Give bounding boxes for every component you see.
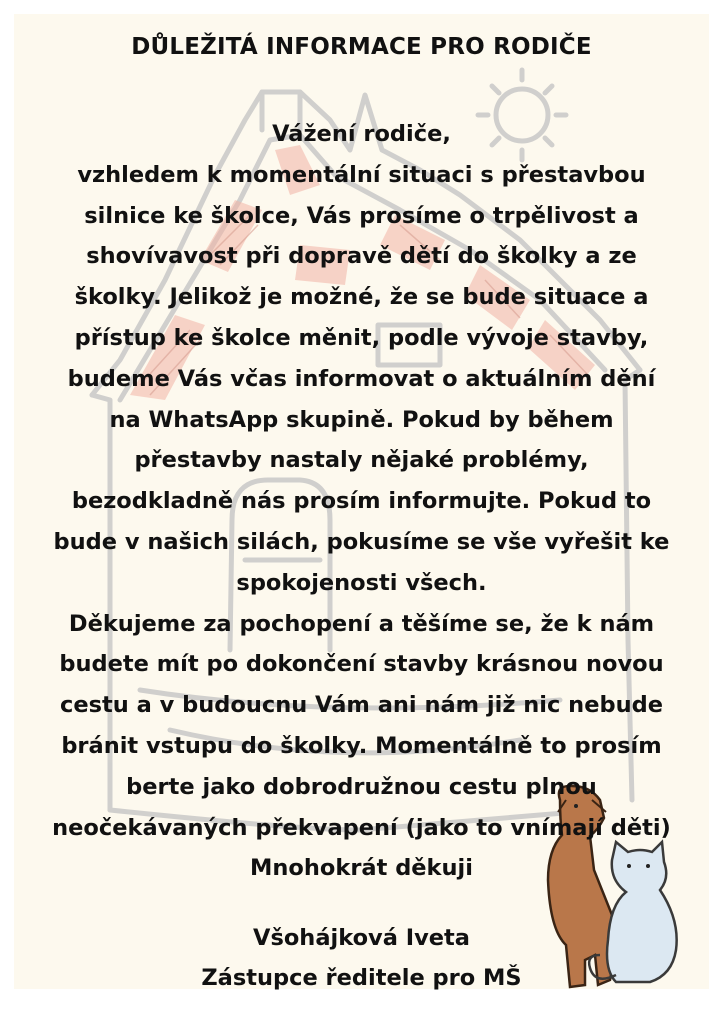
body-line: silnice ke školce, Vás prosíme o trpělivost a: [84, 202, 639, 229]
signature-role: Zástupce ředitele pro MŠ: [201, 965, 522, 991]
greeting: Vážení rodiče,: [272, 121, 451, 147]
signature-block: [8, 918, 715, 998]
body-line: budete mít po dokončení stavby krásnou novou: [59, 651, 664, 678]
body-line: neočekávaných překvapení (jako to vnímají děti): [52, 814, 671, 841]
letter-body: [8, 114, 715, 889]
body-line: berte jako dobrodružnou cestu plnou: [126, 773, 597, 800]
page-title: DŮLEŽITÁ INFORMACE PRO RODIČE: [131, 34, 592, 60]
body-line: bránit vstupu do školky. Momentálně to prosím: [61, 732, 662, 759]
body-line: budeme Vás včas informovat o aktuálním dění: [67, 365, 656, 392]
body-line: cestu a v budoucnu Vám ani nám již nic nebude: [60, 692, 663, 719]
body-line: shovívavost při dopravě dětí do školky a ze: [86, 243, 637, 270]
body-line: spokojenosti všech.: [236, 569, 487, 596]
body-line: Děkujeme za pochopení a těšíme se, že k nám: [68, 610, 655, 637]
body-line: přístup ke školce měnit, podle vývoje stavby,: [74, 324, 649, 351]
body-line: bezodkladně nás prosím informujte. Pokud to: [71, 488, 652, 515]
body-line: na WhatsApp skupině. Pokud by během: [109, 406, 614, 433]
body-line: Mnohokrát děkuji: [250, 855, 473, 882]
body-line: bude v našich silách, pokusíme se vše vyřešit ke: [53, 528, 670, 555]
body-line: vzhledem k momentální situaci s přestavbou: [77, 161, 646, 188]
body-line: přestavby nastaly nějaké problémy,: [134, 447, 589, 474]
body-line: školky. Jelikož je možné, že se bude situace a: [74, 284, 649, 311]
signature-name: Všohájková Iveta: [253, 925, 470, 951]
